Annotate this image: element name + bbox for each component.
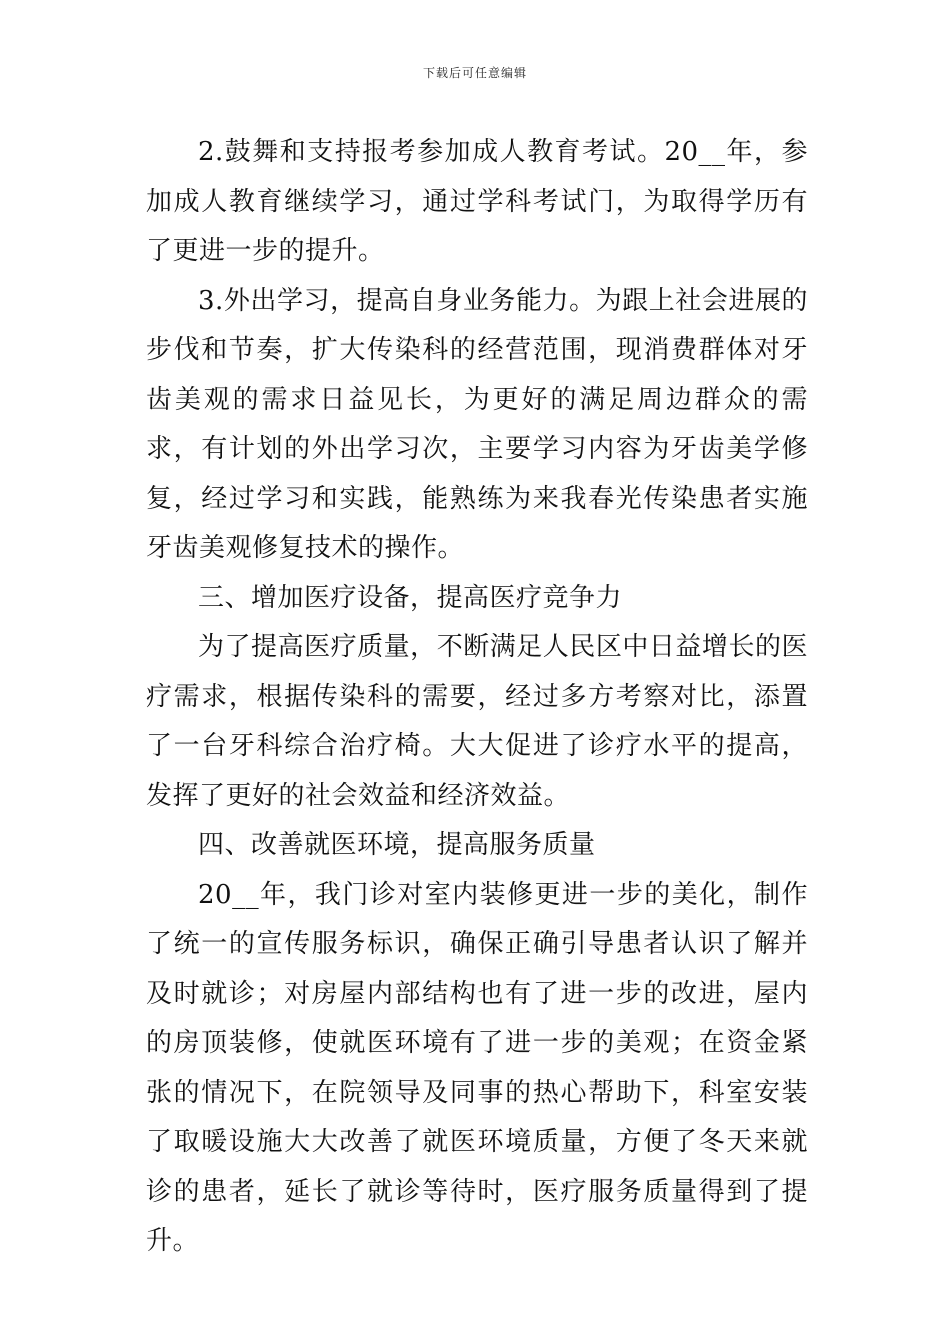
paragraph-equipment: 为了提高医疗质量，不断满足人民区中日益增长的医疗需求，根据传染科的需要，经过多方考察对比，添置了一台牙科综合治疗椅。大大促进了诊疗水平的提高，发挥了更好的社会效益和经济效益。	[146, 632, 808, 811]
paragraph-item-3: 3.外出学习，提高自身业务能力。为跟上社会进展的步伐和节奏，扩大传染科的经营范围，现消费群体对牙齿美观的需求日益见长，为更好的满足周边群众的需求，有计划的外出学习次，主要学习内容为牙齿美学修复，经过学习和实践，能熟练为来我春光传染患者实施牙齿美观修复技术的操作。	[146, 285, 808, 563]
section-heading-4: 四、改善就医环境，提高服务质量	[198, 830, 596, 860]
paragraph-environment: 20__年，我门诊对室内装修更进一步的美化，制作了统一的宣传服务标识，确保正确引导患者认识了解并及时就诊；对房屋内部结构也有了进一步的改进，屋内的房顶装修，使就医环境有了进一步的美观；在资金紧张的情况下，在院领导及同事的热心帮助下，科室安装了取暖设施大大改善了就医环境质量，方便了冬天来就诊的患者，延长了就诊等待时，医疗服务质量得到了提升。	[146, 879, 808, 1256]
document-body	[146, 128, 808, 1267]
page-header: 下载后可任意编辑	[422, 66, 527, 80]
paragraph-item-2: 2.鼓舞和支持报考参加成人教育考试。20__年，参加成人教育继续学习，通过学科考试门，为取得学历有了更进一步的提升。	[146, 137, 808, 266]
section-heading-3: 三、增加医疗设备，提高医疗竞争力	[198, 582, 623, 613]
